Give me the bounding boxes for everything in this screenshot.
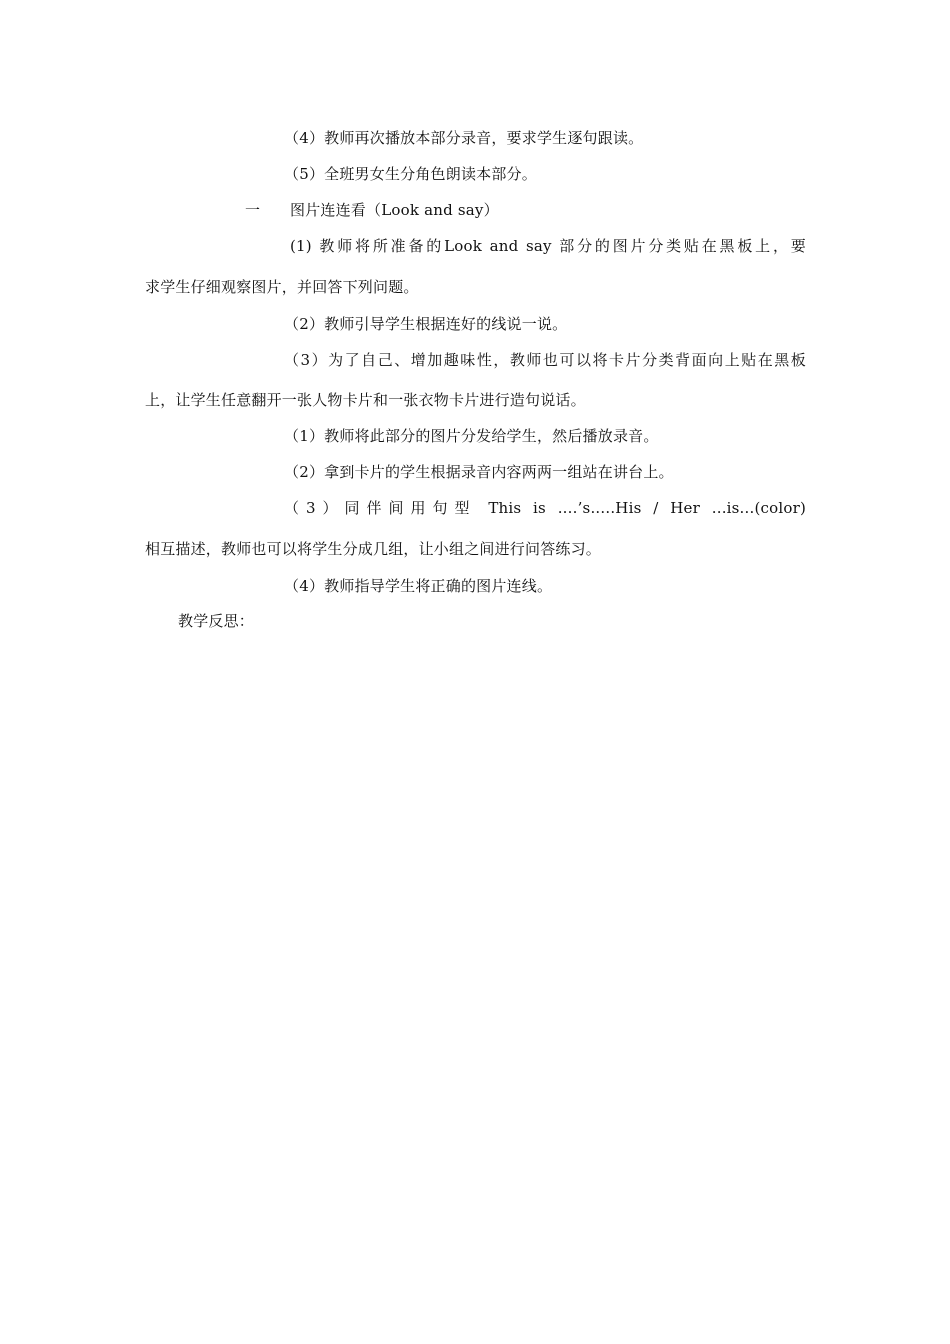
paragraph-look-and-say-step-3: （3）为了自己、增加趣味性，教师也可以将卡片分类背面向上贴在黑板 [284, 351, 806, 369]
paragraph-activity-step-3-continued: 相互描述，教师也可以将学生分成几组，让小组之间进行问答练习。 [145, 540, 602, 558]
paragraph-activity-step-1: （1）教师将此部分的图片分发给学生，然后播放录音。 [284, 427, 659, 445]
section-heading: 图片连连看（Look and say） [290, 201, 499, 219]
paragraph-step-4-replay: （4）教师再次播放本部分录音，要求学生逐句跟读。 [284, 129, 644, 147]
paragraph-look-and-say-step-1: (1) 教师将所准备的Look and say 部分的图片分类贴在黑板上，要 [290, 237, 806, 255]
paragraph-look-and-say-step-3-continued: 上，让学生任意翻开一张人物卡片和一张衣物卡片进行造句说话。 [145, 391, 586, 409]
paragraph-look-and-say-step-2: （2）教师引导学生根据连好的线说一说。 [284, 315, 568, 333]
paragraph-look-and-say-step-1-continued: 求学生仔细观察图片，并回答下列问题。 [145, 278, 419, 296]
paragraph-activity-step-4: （4）教师指导学生将正确的图片连线。 [284, 577, 553, 595]
paragraph-activity-step-2: （2）拿到卡片的学生根据录音内容两两一组站在讲台上。 [284, 463, 674, 481]
heading-list-marker: 一 [245, 201, 261, 219]
paragraph-step-5-roleplay: （5）全班男女生分角色朗读本部分。 [284, 165, 537, 183]
paragraph-activity-step-3: （3）同伴间用句型 This is ....’s.....His / Her ...is...(color) [284, 499, 806, 517]
teaching-reflection-label: 教学反思： [178, 612, 255, 630]
